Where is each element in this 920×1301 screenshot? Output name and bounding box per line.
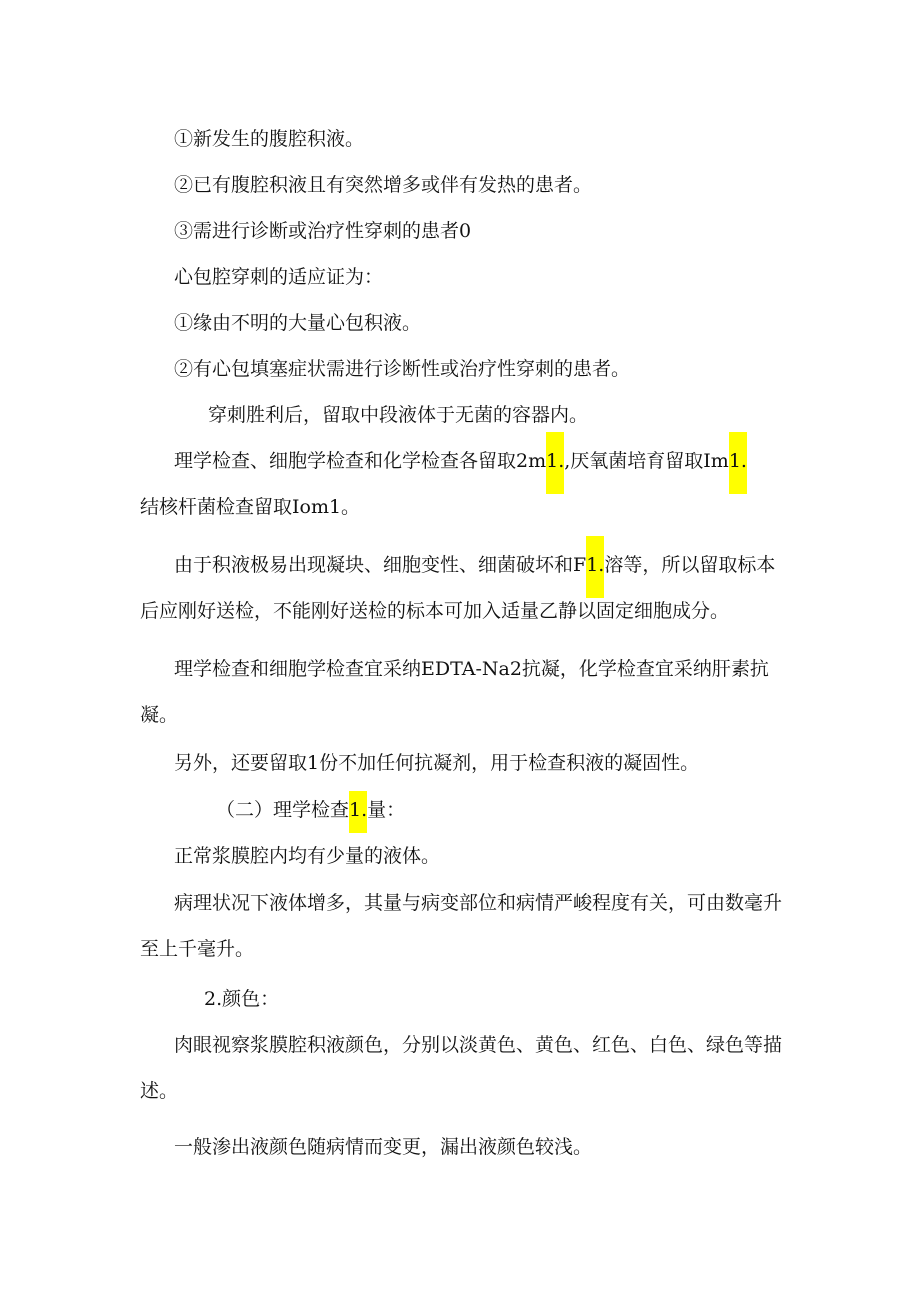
paragraph-pericardial-tamponade: ②有心包填塞症状需进行诊断性或治疗性穿刺的患者。 bbox=[174, 358, 631, 380]
paragraph-ascites-increase: ②已有腹腔积液且有突然增多或伴有发热的患者。 bbox=[174, 174, 593, 196]
section-heading-color: 2.颜色： bbox=[204, 988, 280, 1010]
text-run: （二）理学检查 bbox=[216, 799, 350, 821]
paragraph-coagulation-sample: 另外，还要留取1份不加任何抗凝剂，用于检查积液的凝固性。 bbox=[174, 752, 700, 774]
paragraph-specimen-handling bbox=[140, 542, 790, 634]
paragraph-ascites-new: ①新发生的腹腔积液。 bbox=[174, 128, 365, 150]
highlight-mark: 1. bbox=[349, 791, 367, 833]
paragraph-normal-fluid: 正常浆膜腔内均有少量的液体。 bbox=[174, 845, 441, 867]
highlight-mark: 1. bbox=[546, 432, 564, 494]
paragraph-color-description: 肉眼视察浆膜腔积液颜色，分别以淡黄色、黄色、红色、白色、绿色等描述。 bbox=[140, 1034, 783, 1102]
text-run: 量： bbox=[367, 799, 406, 821]
paragraph-pericardial-heading: 心包腔穿刺的适应证为： bbox=[174, 266, 384, 288]
text-run: ,厌氧菌培育留取Im bbox=[564, 450, 729, 472]
text-run: 理学检查、细胞学检查和化学检查各留取2m bbox=[174, 450, 547, 472]
paragraph-exudate-transudate: 一般渗出液颜色随病情而变更，漏出液颜色较浅。 bbox=[174, 1136, 593, 1158]
paragraph-ascites-diagnosis: ③需进行诊断或治疗性穿刺的患者0 bbox=[174, 220, 472, 242]
highlight-mark: 1. bbox=[586, 536, 604, 598]
paragraph-specimen-volumes bbox=[140, 438, 790, 530]
text-run: 由于积液极易出现凝块、细胞变性、细菌破坏和F bbox=[174, 554, 587, 576]
text-run: 溶等，所以留取标本后应刚好送检，不能刚好送检的标本可加入适量乙静以固定细胞成分。 bbox=[140, 554, 776, 622]
highlight-mark: 1. bbox=[729, 432, 747, 494]
text-run: 结核杆菌检查留取Iom1。 bbox=[140, 496, 361, 518]
paragraph-pericardial-effusion: ①缘由不明的大量心包积液。 bbox=[174, 312, 422, 334]
paragraph-anticoagulant: 理学检查和细胞学检查宜采纳EDTA-Na2抗凝，化学检查宜采纳肝素抗凝。 bbox=[140, 658, 769, 726]
paragraph-pathological-volume: 病理状况下液体增多，其量与病变部位和病情严峻程度有关，可由数毫升至上千毫升。 bbox=[140, 892, 783, 960]
paragraph-puncture-collection: 穿刺胜利后，留取中段液体于无菌的容器内。 bbox=[208, 404, 589, 426]
section-heading-physical-exam bbox=[216, 797, 405, 823]
